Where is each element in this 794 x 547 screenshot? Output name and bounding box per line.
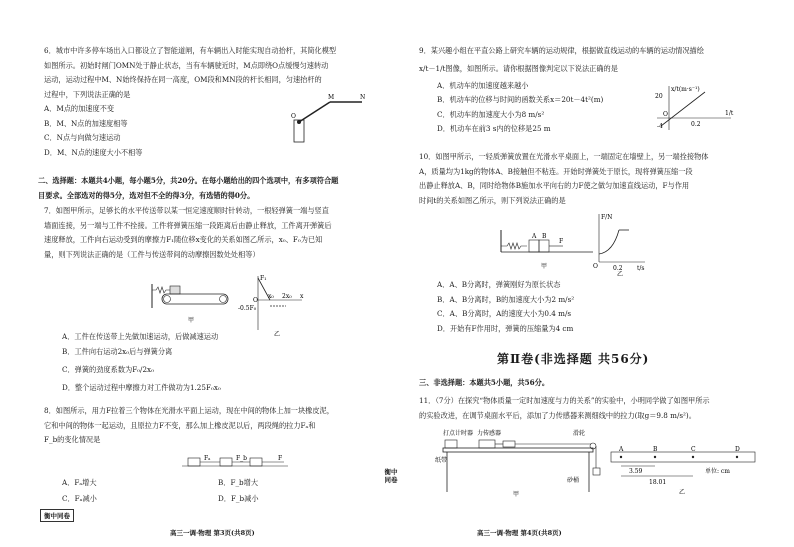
question-10 — [419, 150, 759, 208]
section-3-heading: 三、非选择题：本题共5小题，共56分。 — [419, 378, 550, 387]
label-m: M — [328, 94, 335, 101]
label-o: O — [291, 113, 296, 120]
graph-2x0: 2x₀ — [282, 293, 292, 300]
label-b: B — [542, 233, 547, 240]
q10-option: B．A、B分离时，B的加速度大小为2 m/s² — [437, 294, 575, 304]
page-footer: 高三一调·物理 第4页(共8页) — [477, 529, 562, 537]
q8-line: F_b的变化情况是 — [44, 435, 101, 444]
q9-option: B．机动车的位移与时间的函数关系x＝20t－4t²(m) — [437, 95, 604, 104]
q10-line: A，质量均为1kg的物体A、B接触但不粘连。开始时弹簧处于原长，现将弹簧压缩一段 — [419, 166, 693, 176]
q7-option: A．工件在传送带上先做加速运动，后做减速运动 — [62, 332, 219, 341]
conveyor-figure — [148, 282, 238, 326]
tape-label-a: A — [619, 446, 624, 453]
q7-line: 墙面连接，另一端与工件不拴接。工件将弹簧压缩一段距离后由静止释放，工件离开弹簧后 — [44, 220, 332, 230]
label-paper: 纸带 — [435, 457, 448, 464]
q7-line: 量，则下列说法正确的是（工件与传送带间的动摩擦因数处处相等） — [44, 249, 260, 259]
graph-x0: x₀ — [268, 293, 274, 300]
q10-option: C．A、B分离时，A的速度大小为0.4 m/s — [437, 309, 572, 318]
graph-x-label: x — [300, 293, 304, 300]
q7-option: D．整个运动过程中摩擦力对工件做功为1.25F₀x₀ — [62, 383, 221, 392]
q7-option: C．弹簧的劲度系数为F₀/2x₀ — [62, 365, 154, 374]
q8-option-a: A．Fₐ增大 — [62, 478, 97, 487]
graph-x-label: t/s — [637, 265, 645, 272]
graph-y-label: x/t(m·s⁻¹) — [671, 86, 700, 93]
center-seal: 衡中同卷 — [384, 468, 398, 484]
section2-line: 目要求。全部选对的得5分，选对但不全的得3分，有选错的得0分。 — [38, 190, 255, 200]
right-page — [397, 0, 794, 547]
brand-stamp: 衡中同卷 — [40, 509, 74, 522]
q7-options — [62, 330, 362, 396]
q6-line: 过程中，下列说法正确的是 — [44, 89, 131, 99]
force-displacement-graph — [238, 272, 308, 338]
label-f: F — [278, 455, 283, 462]
label-sand: 砂桶 — [567, 477, 580, 484]
apparatus-figure — [433, 424, 603, 500]
q6-option: B．M、N点的加速度相等 — [44, 118, 128, 128]
q10-line: 10．如图甲所示，一轻质弹簧放置在光滑水平桌面上，一端固定在墙壁上，另一端拴接物体 — [419, 152, 709, 161]
q9-option: D．机动车在前3 s内的位移是25 m — [437, 124, 551, 133]
q10-option: D．开始有F作用时，弹簧的压缩量为4 cm — [437, 323, 574, 333]
q8-option-c: C．Fₐ减小 — [62, 494, 97, 503]
graph-y-label: F₁ — [260, 275, 267, 282]
question-11 — [419, 394, 764, 423]
xt-graph — [655, 84, 735, 134]
q6-option: C．N点与向做匀速运动 — [44, 133, 121, 142]
q8-option-b: B．F_b增大 — [218, 478, 259, 487]
label-sensor: 力传感器 — [477, 430, 502, 437]
q6-option: D．M、N点的速度大小不相等 — [44, 147, 143, 157]
q7-line: 速度释放，工件向右运动受到的摩擦力F₁随位移x变化的关系如图乙所示，x₀、F₀为已知 — [44, 235, 323, 244]
q8-option-d: D．F_b减小 — [218, 494, 259, 503]
label-fb: F_b — [236, 455, 248, 462]
q8-line: 它和中间的物体一起运动，且原拉力F不变，那么加上橡皮泥以后，两段绳的拉力Fₐ和 — [44, 420, 316, 430]
q8-line: 8．如图所示，用力F拉着三个物体在光滑水平面上运动，现在中间的物体上加一块橡皮泥， — [44, 406, 334, 415]
label-f: F — [559, 238, 564, 245]
tape-figure — [609, 446, 759, 496]
tape-unit: 单位: cm — [705, 468, 730, 475]
graph-02: 0.2 — [613, 265, 623, 272]
q11-line: 的实验改进，在调节桌面水平后，添加了力传感器来测细线中的拉力(取g＝9.8 m/s²)。 — [419, 410, 696, 420]
graph-origin: O — [593, 263, 598, 270]
section-2-heading — [38, 174, 368, 203]
graph-y-label: F/N — [601, 214, 613, 221]
q6-line: 如图所示。初始时闸门OMN处于静止状态，当有车辆驶近时，M点即绕O点缓慢匀速转动 — [44, 60, 329, 70]
q9-line: x/t－1/t图像，如图所示。请你根据图像判定以下说法正确的是 — [419, 63, 618, 73]
page-footer: 高三一调·物理 第3页(共8页) — [170, 529, 255, 537]
label-a: A — [532, 233, 537, 240]
label-pulley: 滑轮 — [573, 430, 586, 437]
tape-label-d: D — [735, 446, 740, 453]
q10-line: 时间t的关系如图乙所示，则下列说法正确的是 — [419, 195, 566, 205]
graph-x-label: 1/t — [725, 110, 734, 117]
q10-option: A．A、B分离时，弹簧刚好为原长状态 — [437, 280, 561, 289]
label-fa: Fₐ — [204, 455, 211, 462]
fig-jia-label: 甲 — [513, 491, 520, 498]
q10-line: 出静止释放A、B，同时给物体B施加水平向右的力F使之做匀加速直线运动，F与作用 — [419, 181, 690, 190]
question-7 — [44, 204, 364, 262]
q10-options — [437, 278, 757, 336]
q9-option: A．机动车的加速度越来越小 — [437, 80, 529, 90]
fig-yi-label: 乙 — [274, 331, 281, 338]
graph-origin: O — [253, 297, 258, 304]
tape-value-1: 3.59 — [629, 468, 643, 475]
force-time-graph — [589, 210, 649, 276]
label-timer: 打点计时器 — [443, 430, 474, 437]
spring-blocks-figure — [497, 222, 597, 274]
question-8 — [44, 404, 364, 448]
q7-line: 7．如图甲所示，足够长的水平传送带以某一恒定速度顺时针转动，一根轻弹簧一端与竖直 — [44, 206, 329, 215]
q7-option: B．工件向右运动2x₀后与弹簧分离 — [62, 346, 173, 356]
section2-line: 二、选择题：本题共4小题，每小题5分，共20分。在每小题给出的四个选项中，有多项符合题 — [38, 176, 339, 185]
q6-line: 6．城市中许多停车场出入口都设立了智能道闸，有车辆出入时能实现自动抬杆，其简化模型 — [44, 46, 337, 55]
tape-value-2: 18.01 — [649, 479, 667, 486]
graph-02: 0.2 — [691, 121, 701, 128]
tape-label-b: B — [653, 446, 658, 453]
section-2-title: 第Ⅱ卷(非选择题 共56分) — [497, 352, 650, 366]
fig-jia-label: 甲 — [188, 317, 195, 324]
graph-neg4: -4 — [657, 123, 663, 130]
three-blocks-figure — [180, 452, 290, 470]
graph-neg-label: -0.5F₀ — [238, 305, 257, 312]
q9-line: 9．某兴趣小组在平直公路上研究车辆的运动规律，根据做直线运动的车辆的运动情况描绘 — [419, 46, 704, 55]
graph-origin: O — [663, 111, 668, 118]
label-n: N — [360, 94, 366, 101]
q6-option: A．M点的加速度不变 — [44, 104, 115, 113]
tape-label-c: C — [691, 446, 696, 453]
graph-20: 20 — [655, 93, 663, 100]
q11-line: 11．（7分）在探究“物体质量一定时加速度与力的关系”的实验中，小明同学做了如图甲所示 — [419, 396, 710, 405]
fig-yi-label: 乙 — [617, 271, 624, 276]
q6-line: 运动，运动过程中M、N始终保持在同一高度，OM段和MN段的杆长相同，匀速抬杆的 — [44, 75, 322, 84]
fig-jia-label: 甲 — [541, 263, 548, 270]
fig-yi-label: 乙 — [679, 489, 686, 496]
gate-figure — [290, 90, 370, 145]
q9-option: C．机动车的加速度大小为8 m/s² — [437, 109, 545, 119]
